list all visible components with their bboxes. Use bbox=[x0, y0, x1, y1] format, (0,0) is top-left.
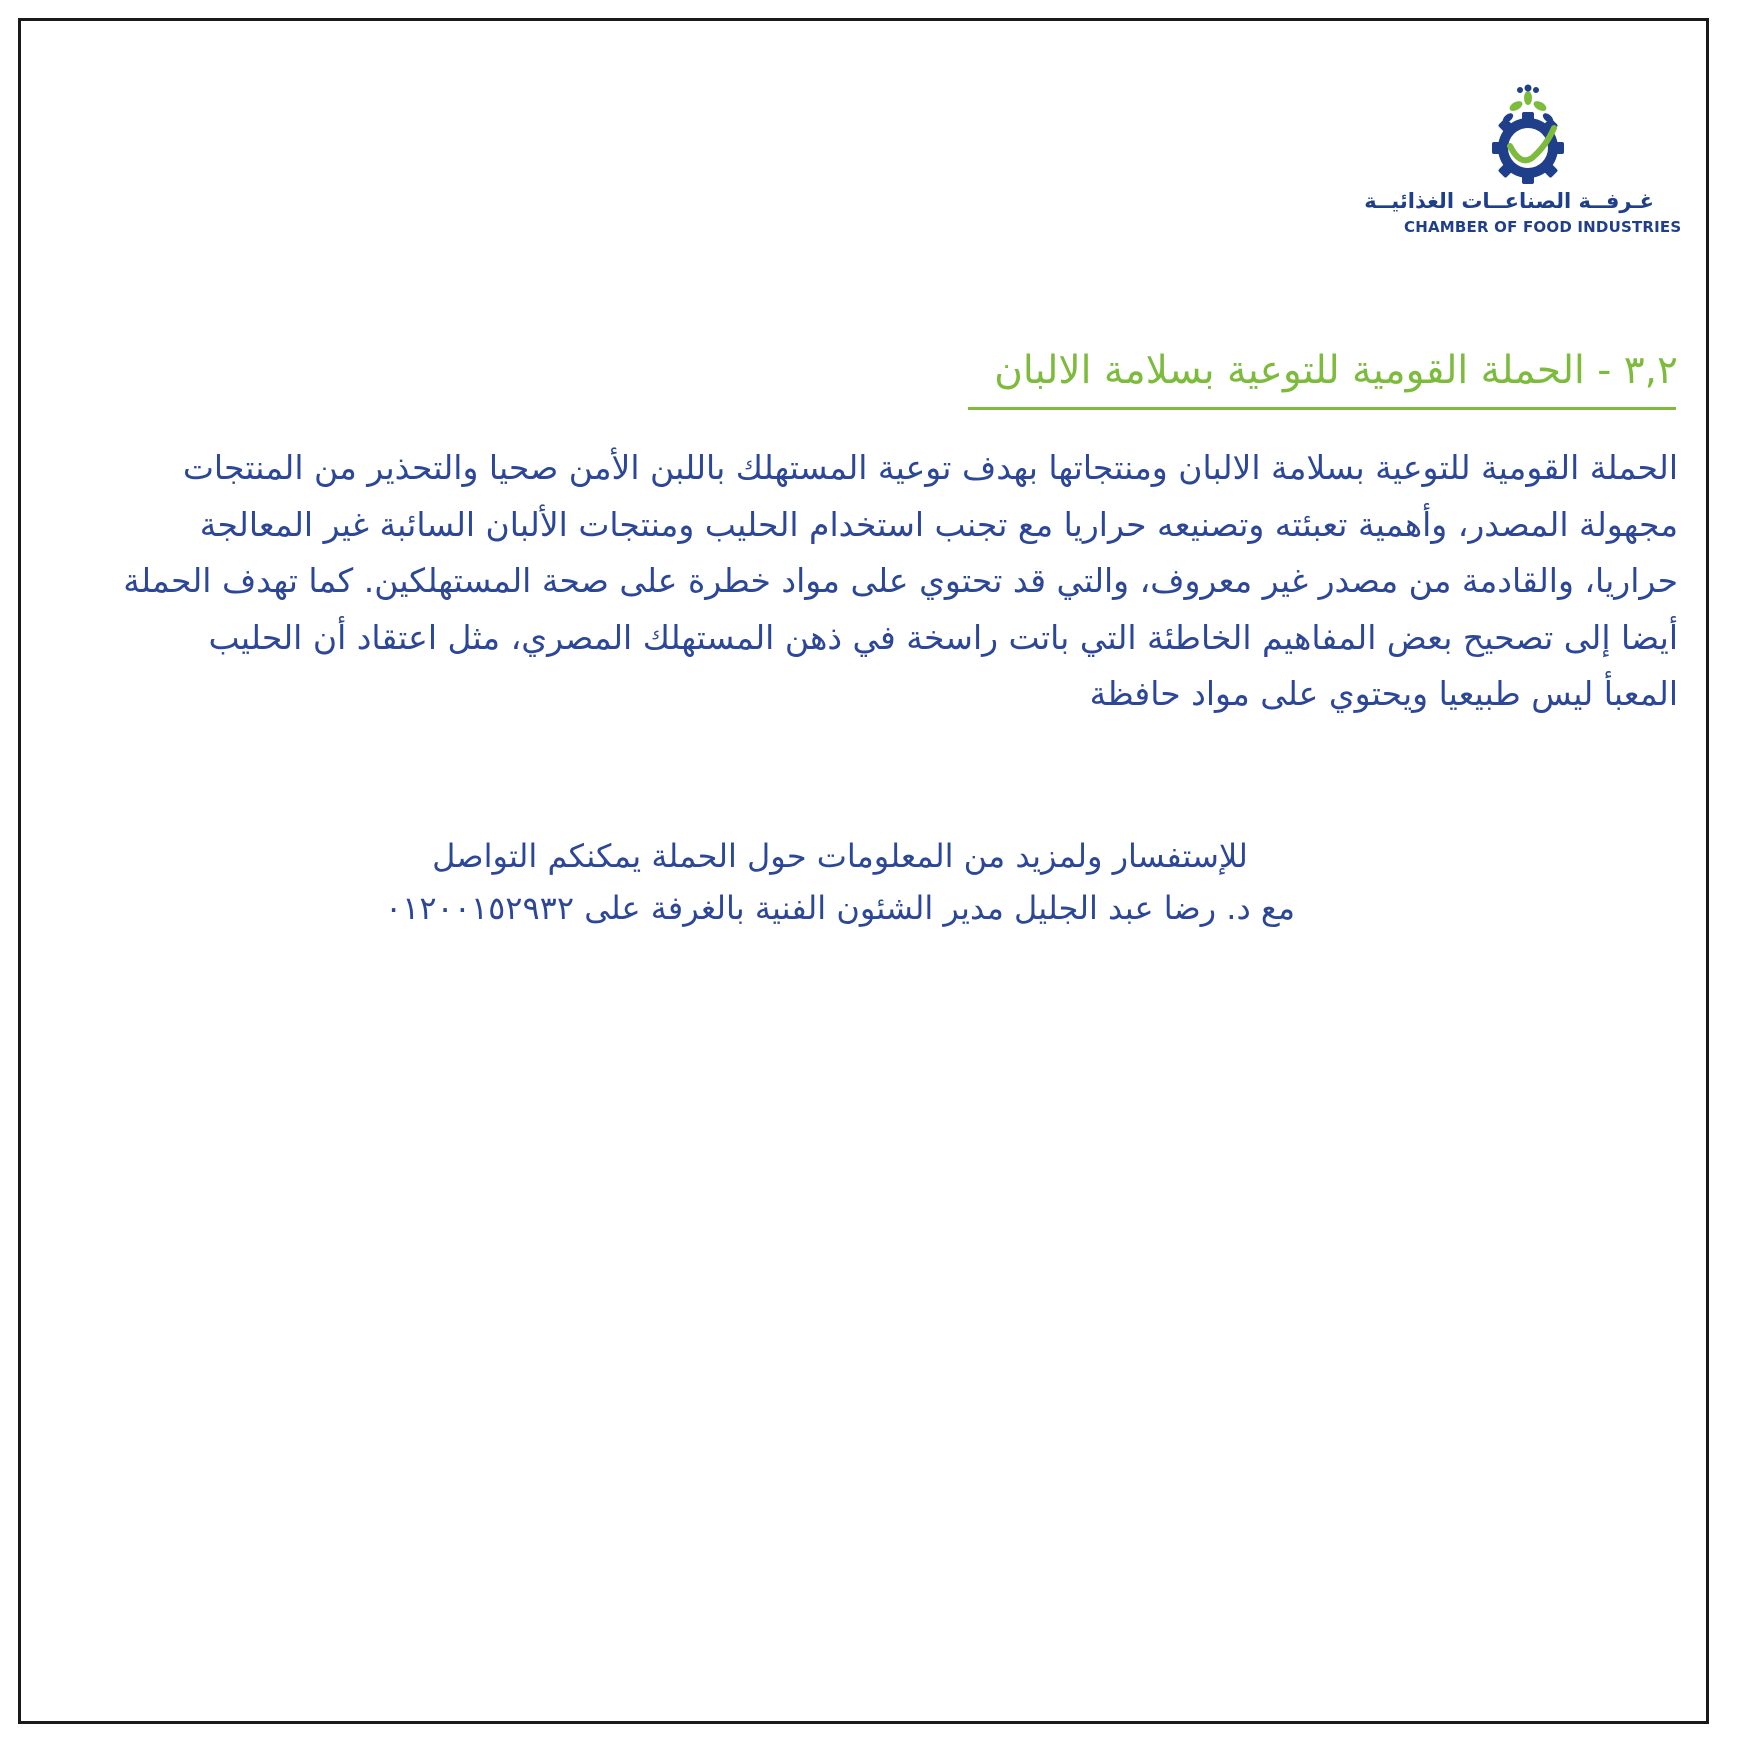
body-line: أيضا إلى تصحيح بعض المفاهيم الخاطئة التي باتت راسخة في ذهن المستهلك المصري، مثل اعتقاد أن الحليب bbox=[208, 617, 1678, 657]
logo-english-name: CHAMBER OF FOOD INDUSTRIES bbox=[1404, 218, 1682, 236]
contact-info bbox=[340, 830, 1340, 934]
chamber-logo bbox=[1364, 84, 1682, 244]
body-line: مجهولة المصدر، وأهمية تعبئته وتصنيعه حراريا مع تجنب استخدام الحليب ومنتجات الألبان السائبة غير المعالجة bbox=[199, 504, 1678, 544]
body-paragraph bbox=[78, 440, 1678, 723]
logo-arabic-name: غـرفــة الصناعــات الغذائيــة bbox=[1364, 189, 1654, 213]
body-line: حراريا، والقادمة من مصدر غير معروف، والتي قد تحتوي على مواد خطرة على صحة المستهلكين. كما تهدف الحملة bbox=[123, 561, 1678, 600]
contact-line: مع د. رضا عبد الجليل مدير الشئون الفنية بالغرفة على ٠١٢٠٠١٥٢٩٣٢ bbox=[384, 889, 1296, 927]
body-line: المعبأ ليس طبيعيا ويحتوي على مواد حافظة bbox=[1089, 674, 1678, 713]
gear-leaf-logo-icon bbox=[1480, 84, 1576, 184]
heading-underline bbox=[968, 407, 1676, 410]
contact-line: للإستفسار ولمزيد من المعلومات حول الحملة يمكنكم التواصل bbox=[432, 837, 1248, 875]
section-heading: ٣,٢ - الحملة القومية للتوعية بسلامة الالبان bbox=[994, 348, 1678, 393]
body-line: الحملة القومية للتوعية بسلامة الالبان ومنتجاتها بهدف توعية المستهلك باللبن الأمن صحيا والتحذير من المنتجات bbox=[182, 448, 1678, 487]
